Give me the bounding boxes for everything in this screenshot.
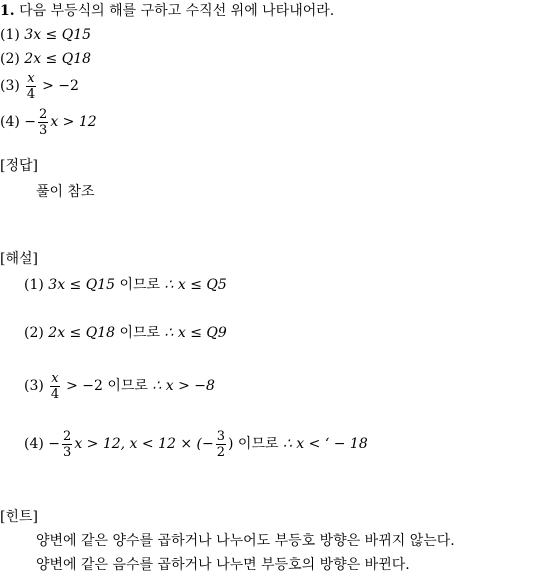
problem-item-2: (2) 2x ≤ Q18 bbox=[0, 51, 92, 67]
fraction: $\frac{2}{3}$ bbox=[63, 428, 72, 460]
problem-number: 1. bbox=[0, 3, 15, 19]
answer-heading: [정답] bbox=[0, 158, 38, 174]
solution-heading: [해설] bbox=[0, 251, 38, 267]
solution-item-1: (1) 3x ≤ Q15 이므로 ∴ x ≤ Q5 bbox=[24, 277, 227, 293]
problem-item-3: (3) $\frac{x}{4}$ > −2 bbox=[0, 70, 79, 102]
solution-item-4: (4) − $\frac{2}{3}$ x > 12, x < 12 × (− $\frac{3}{2}$ ) 이므로 ∴ x < ‘ − 18 bbox=[24, 428, 368, 460]
hint-heading: [힌트] bbox=[0, 509, 38, 525]
fraction: $\frac{x}{4}$ bbox=[50, 370, 60, 402]
problem-item-4: (4) − $\frac{2}{3}$ x > 12 bbox=[0, 106, 97, 138]
problem-item-1: (1) 3x ≤ Q15 bbox=[0, 27, 92, 43]
fraction: $\frac{2}{3}$ bbox=[39, 106, 48, 138]
solution-item-3: (3) $\frac{x}{4}$ > −2 이므로 ∴ x > −8 bbox=[24, 370, 215, 402]
fraction: $\frac{3}{2}$ bbox=[216, 428, 225, 460]
hint-line-1: 양변에 같은 양수를 곱하거나 나누어도 부등호 방향은 바뀌지 않는다. bbox=[36, 533, 455, 549]
problem-header bbox=[0, 2, 334, 20]
hint-line-2: 양변에 같은 음수를 곱하거나 나누면 부등호의 방향은 바뀐다. bbox=[36, 557, 410, 573]
answer-text: 풀이 참조 bbox=[36, 184, 95, 200]
fraction: $\frac{x}{4}$ bbox=[26, 70, 36, 102]
solution-item-2: (2) 2x ≤ Q18 이므로 ∴ x ≤ Q9 bbox=[24, 325, 227, 341]
problem-instruction: 다음 부등식의 해를 구하고 수직선 위에 나타내어라. bbox=[19, 3, 335, 19]
